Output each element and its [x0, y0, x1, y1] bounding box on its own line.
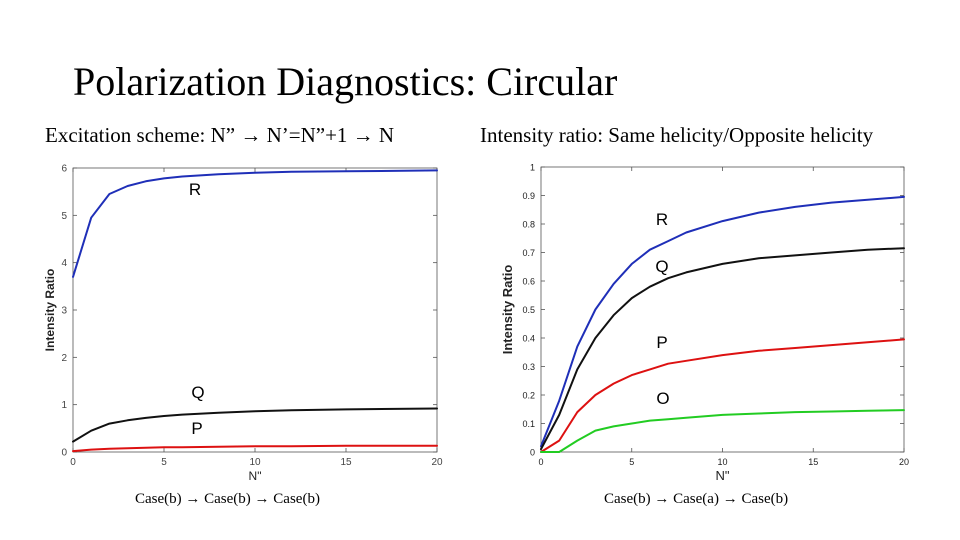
right-xtick-label: 15 — [808, 457, 819, 467]
right-ytick-label: 0.5 — [522, 305, 535, 315]
right-ytick-label: 0.2 — [522, 390, 535, 401]
slide-title: Polarization Diagnostics: Circular — [73, 59, 618, 104]
left-x-axis-label: N" — [248, 469, 262, 483]
left-ytick-label: 2 — [61, 352, 67, 364]
right-series-q-label: Q — [655, 257, 669, 276]
left-ytick-label: 3 — [61, 305, 67, 317]
right-intensity-ratio-chart — [490, 150, 930, 490]
right-xtick-label: 0 — [538, 457, 544, 467]
right-series-o-label: O — [656, 389, 670, 408]
right-ytick-label: 0.6 — [522, 276, 535, 287]
left-series-r-label: R — [188, 180, 202, 199]
left-xtick-label: 20 — [431, 457, 443, 468]
right-series-p-label: P — [656, 333, 668, 352]
right-series-q-line — [541, 248, 904, 449]
left-ytick-label: 4 — [61, 258, 67, 270]
right-ytick-label: 0.1 — [522, 419, 535, 429]
right-y-axis-label: Intensity Ratio — [500, 264, 515, 355]
right-series-o-line — [541, 410, 904, 452]
right-ytick-label: 0.9 — [522, 191, 535, 201]
right-x-axis-label: N" — [715, 468, 730, 483]
right-xtick-label: 20 — [898, 457, 910, 467]
right-series-r-line — [541, 197, 904, 446]
right-ytick-label: 0.7 — [522, 248, 535, 258]
left-panel-heading: Excitation scheme: N” → N’=N”+1 → N — [45, 123, 395, 147]
right-ytick-label: 1 — [529, 162, 535, 173]
left-series-p-label: P — [191, 419, 203, 438]
left-ytick-label: 5 — [61, 210, 67, 222]
left-series-r-line — [73, 170, 437, 277]
left-xtick-label: 5 — [161, 457, 167, 468]
right-ytick-label: 0.4 — [522, 333, 535, 344]
right-panel-heading: Intensity ratio: Same helicity/Opposite helicity — [480, 123, 874, 147]
right-series-p-line — [541, 339, 904, 452]
right-xtick-label: 10 — [717, 457, 728, 467]
left-intensity-ratio-chart — [0, 150, 460, 490]
left-case-caption: Case(b) → Case(b) → Case(b) — [135, 491, 320, 507]
right-xtick-label: 5 — [629, 457, 635, 467]
right-ytick-label: 0.3 — [522, 362, 535, 372]
left-series-q-line — [73, 409, 437, 442]
right-ytick-label: 0 — [529, 447, 535, 458]
left-xtick-label: 15 — [340, 457, 352, 468]
left-ytick-label: 1 — [61, 400, 67, 412]
left-ytick-label: 6 — [61, 163, 67, 175]
right-ytick-label: 0.8 — [522, 219, 535, 230]
left-series-q-label: Q — [191, 383, 205, 402]
left-xtick-label: 0 — [70, 457, 76, 468]
right-case-caption: Case(b) → Case(a) → Case(b) — [604, 491, 789, 507]
left-xtick-label: 10 — [249, 457, 261, 468]
left-ytick-label: 0 — [61, 447, 67, 459]
right-series-r-label: R — [655, 210, 669, 229]
left-y-axis-label: Intensity Ratio — [43, 268, 57, 352]
